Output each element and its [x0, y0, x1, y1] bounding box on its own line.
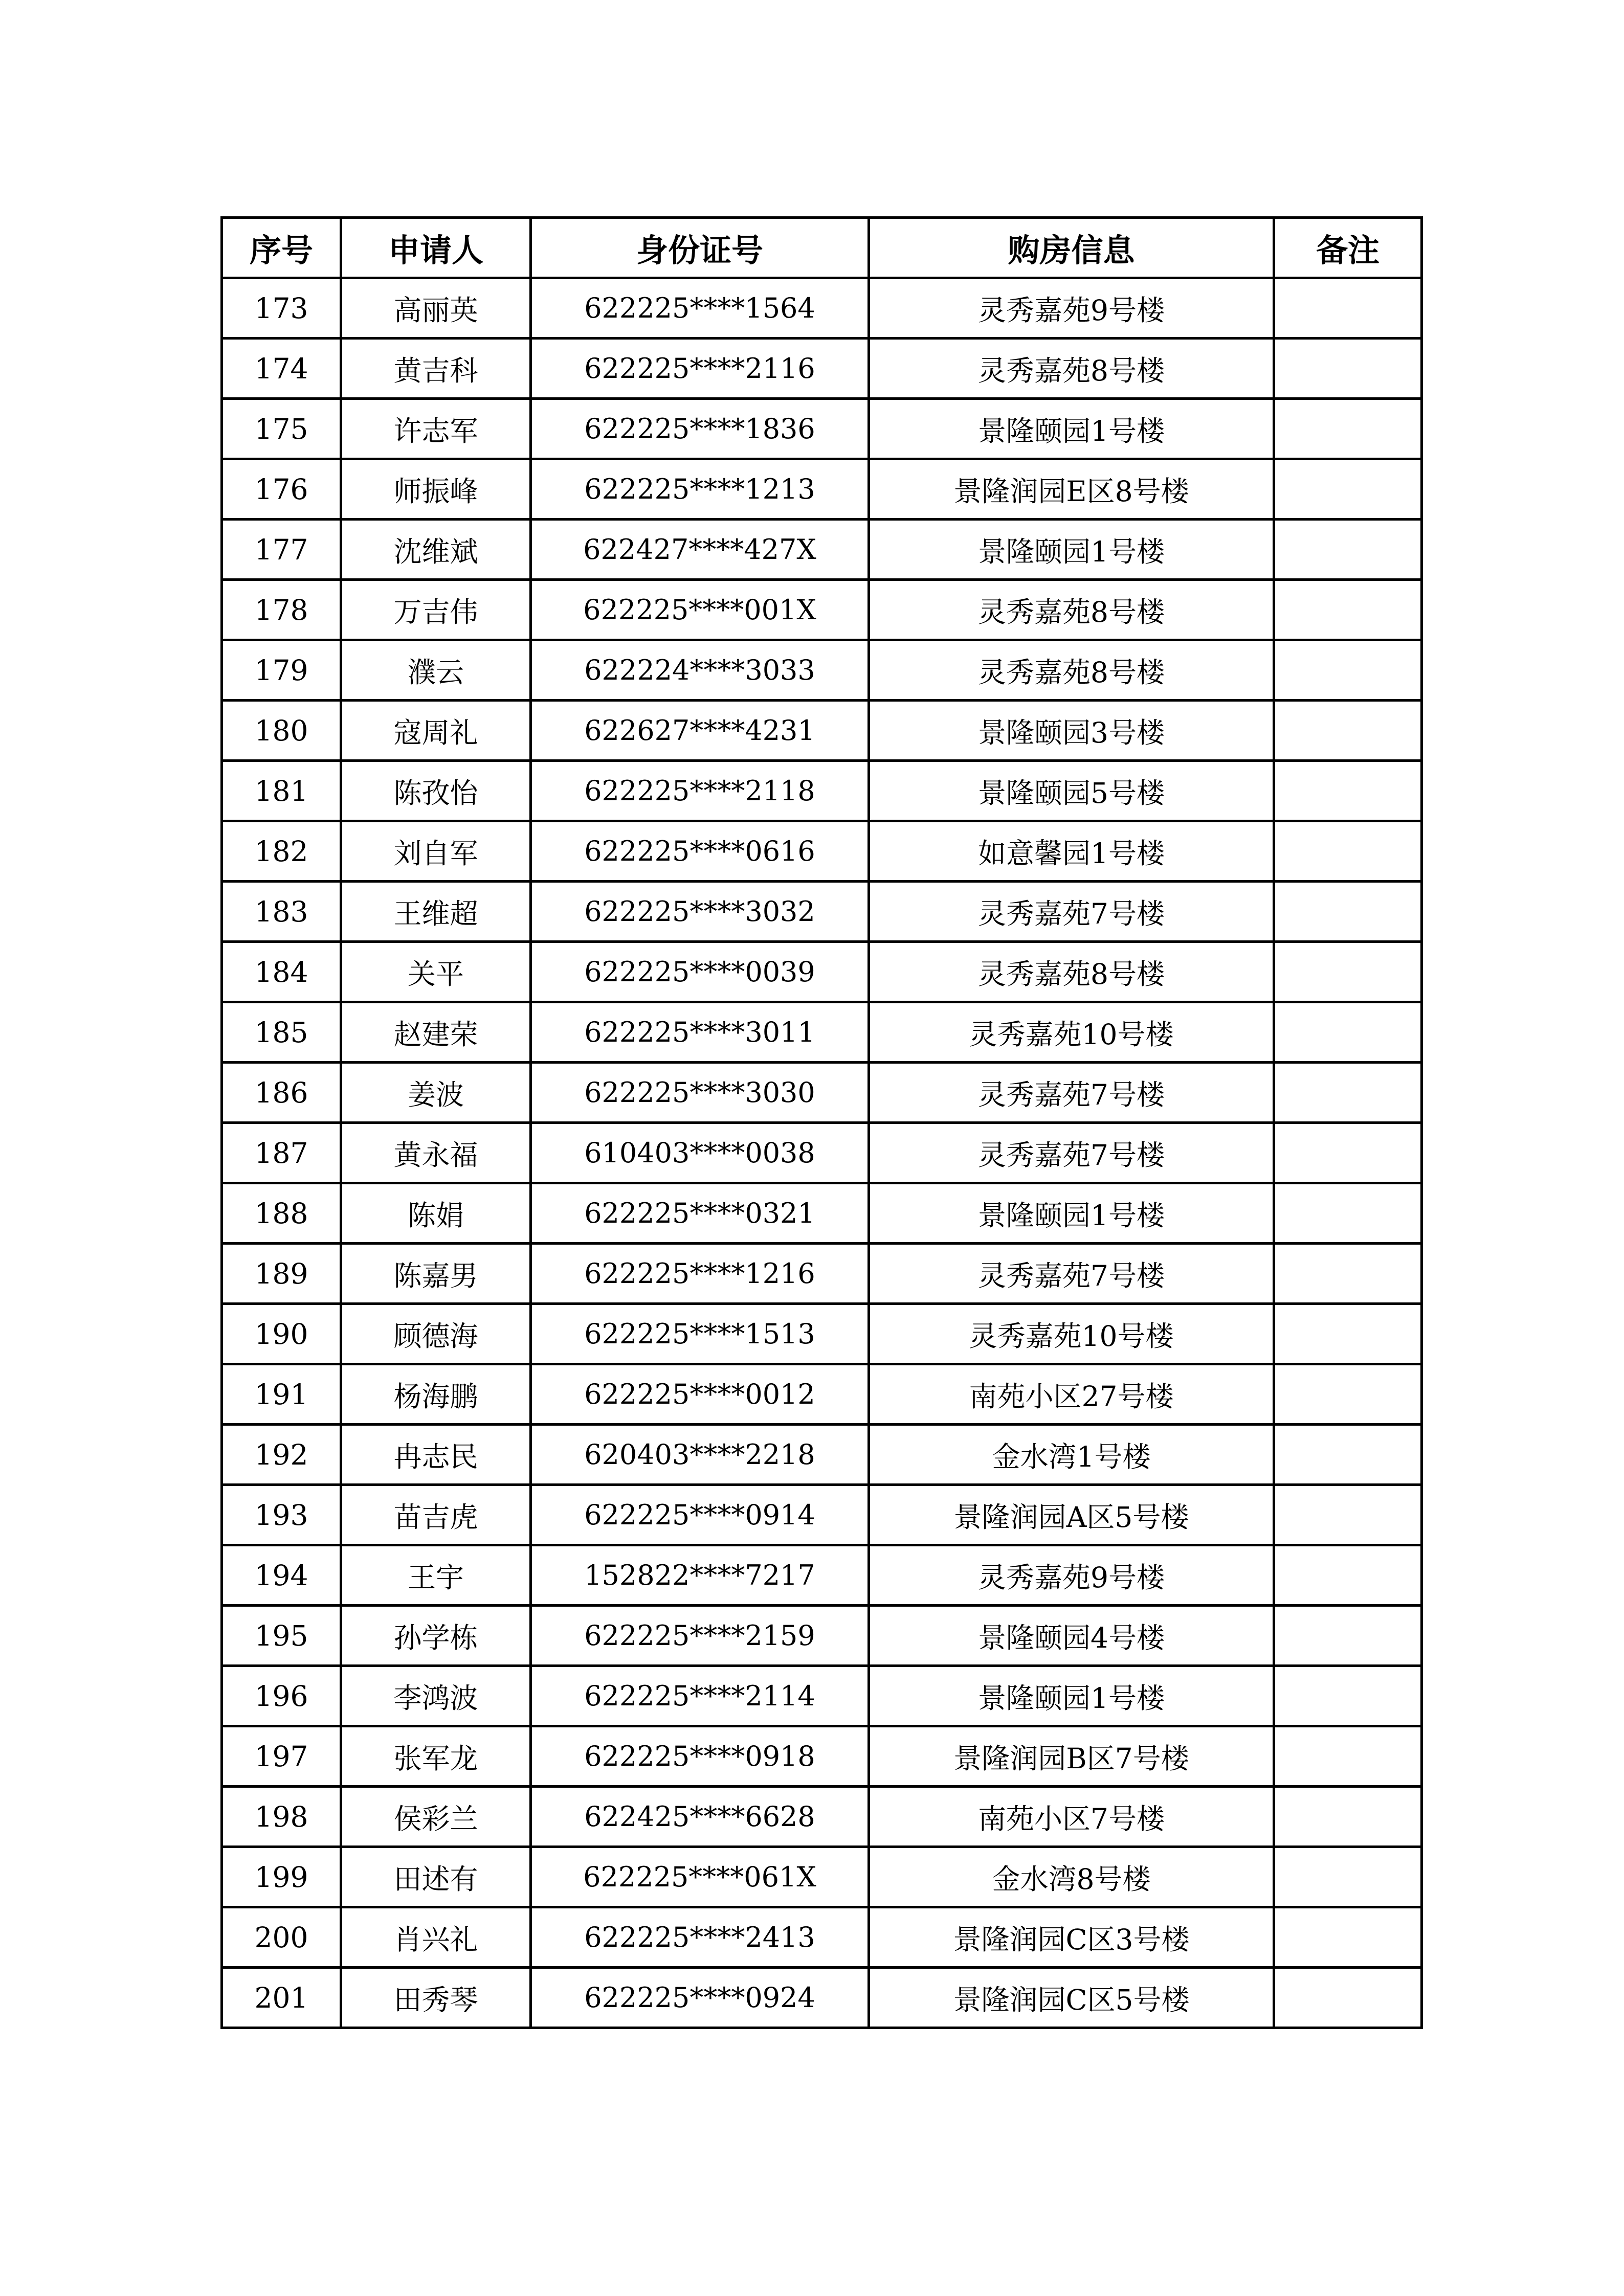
cell-remarks [1274, 1606, 1422, 1666]
table-row [222, 520, 1422, 580]
applicant-table [220, 216, 1423, 2029]
cell-serial-number: 182 [222, 821, 341, 882]
cell-applicant: 陈嘉男 [341, 1244, 531, 1304]
cell-serial-number: 175 [222, 399, 341, 459]
cell-applicant: 田秀琴 [341, 1968, 531, 2028]
cell-id-number: 622225****0012 [531, 1364, 869, 1425]
cell-serial-number: 201 [222, 1968, 341, 2028]
cell-serial-number: 178 [222, 580, 341, 640]
cell-serial-number: 186 [222, 1063, 341, 1123]
table-row [222, 459, 1422, 520]
table-row [222, 1968, 1422, 2028]
cell-serial-number: 190 [222, 1304, 341, 1364]
cell-applicant: 许志军 [341, 399, 531, 459]
cell-serial-number: 192 [222, 1425, 341, 1485]
table-row [222, 1364, 1422, 1425]
cell-applicant: 沈维斌 [341, 520, 531, 580]
cell-remarks [1274, 1907, 1422, 1968]
header-housing-info: 购房信息 [869, 218, 1274, 278]
cell-housing-info: 灵秀嘉苑10号楼 [869, 1002, 1274, 1063]
table-row [222, 1787, 1422, 1847]
cell-serial-number: 199 [222, 1847, 341, 1907]
cell-housing-info: 景隆颐园1号楼 [869, 1183, 1274, 1244]
cell-remarks [1274, 1304, 1422, 1364]
table-row [222, 1726, 1422, 1787]
header-id-number: 身份证号 [531, 218, 869, 278]
cell-applicant: 肖兴礼 [341, 1907, 531, 1968]
cell-remarks [1274, 1968, 1422, 2028]
cell-remarks [1274, 882, 1422, 942]
cell-id-number: 622225****2114 [531, 1666, 869, 1726]
cell-applicant: 孙学栋 [341, 1606, 531, 1666]
table-row [222, 1847, 1422, 1907]
cell-housing-info: 如意馨园1号楼 [869, 821, 1274, 882]
table-row [222, 640, 1422, 701]
cell-housing-info: 景隆润园C区5号楼 [869, 1968, 1274, 2028]
table-row [222, 1183, 1422, 1244]
table-row [222, 1666, 1422, 1726]
cell-applicant: 赵建荣 [341, 1002, 531, 1063]
cell-applicant: 寇周礼 [341, 701, 531, 761]
cell-serial-number: 180 [222, 701, 341, 761]
cell-serial-number: 194 [222, 1545, 341, 1606]
cell-housing-info: 灵秀嘉苑8号楼 [869, 580, 1274, 640]
cell-id-number: 622225****001X [531, 580, 869, 640]
table-row [222, 942, 1422, 1002]
cell-serial-number: 173 [222, 278, 341, 339]
table-header-row [222, 218, 1422, 278]
cell-id-number: 622225****1216 [531, 1244, 869, 1304]
cell-housing-info: 灵秀嘉苑7号楼 [869, 882, 1274, 942]
cell-id-number: 622627****4231 [531, 701, 869, 761]
table-row [222, 1063, 1422, 1123]
cell-serial-number: 181 [222, 761, 341, 821]
cell-applicant: 杨海鹏 [341, 1364, 531, 1425]
cell-applicant: 黄吉科 [341, 339, 531, 399]
cell-remarks [1274, 1183, 1422, 1244]
cell-housing-info: 景隆颐园1号楼 [869, 1666, 1274, 1726]
table-row [222, 1244, 1422, 1304]
cell-housing-info: 金水湾8号楼 [869, 1847, 1274, 1907]
cell-id-number: 622225****2118 [531, 761, 869, 821]
table-row [222, 339, 1422, 399]
cell-serial-number: 198 [222, 1787, 341, 1847]
cell-serial-number: 183 [222, 882, 341, 942]
cell-housing-info: 灵秀嘉苑8号楼 [869, 942, 1274, 1002]
cell-applicant: 张军龙 [341, 1726, 531, 1787]
cell-housing-info: 景隆颐园3号楼 [869, 701, 1274, 761]
cell-id-number: 622225****0039 [531, 942, 869, 1002]
cell-id-number: 622425****6628 [531, 1787, 869, 1847]
cell-applicant: 冉志民 [341, 1425, 531, 1485]
cell-serial-number: 187 [222, 1123, 341, 1183]
cell-id-number: 622225****0321 [531, 1183, 869, 1244]
header-remarks: 备注 [1274, 218, 1422, 278]
table-row [222, 1304, 1422, 1364]
cell-applicant: 苗吉虎 [341, 1485, 531, 1545]
table-row [222, 1545, 1422, 1606]
cell-remarks [1274, 459, 1422, 520]
cell-id-number: 622225****061X [531, 1847, 869, 1907]
cell-id-number: 622225****3011 [531, 1002, 869, 1063]
cell-applicant: 田述有 [341, 1847, 531, 1907]
cell-serial-number: 174 [222, 339, 341, 399]
cell-applicant: 濮云 [341, 640, 531, 701]
cell-housing-info: 景隆润园E区8号楼 [869, 459, 1274, 520]
cell-housing-info: 灵秀嘉苑7号楼 [869, 1244, 1274, 1304]
header-serial-number: 序号 [222, 218, 341, 278]
cell-id-number: 622225****2413 [531, 1907, 869, 1968]
table-row [222, 1907, 1422, 1968]
table-body [222, 278, 1422, 2028]
cell-applicant: 黄永福 [341, 1123, 531, 1183]
cell-id-number: 622224****3033 [531, 640, 869, 701]
cell-remarks [1274, 580, 1422, 640]
cell-applicant: 高丽英 [341, 278, 531, 339]
cell-serial-number: 185 [222, 1002, 341, 1063]
cell-remarks [1274, 640, 1422, 701]
cell-applicant: 李鸿波 [341, 1666, 531, 1726]
cell-serial-number: 189 [222, 1244, 341, 1304]
cell-id-number: 622225****2159 [531, 1606, 869, 1666]
cell-remarks [1274, 399, 1422, 459]
cell-serial-number: 191 [222, 1364, 341, 1425]
cell-id-number: 622225****1564 [531, 278, 869, 339]
cell-id-number: 622225****1836 [531, 399, 869, 459]
cell-serial-number: 179 [222, 640, 341, 701]
table-row [222, 1425, 1422, 1485]
cell-applicant: 顾德海 [341, 1304, 531, 1364]
cell-applicant: 侯彩兰 [341, 1787, 531, 1847]
cell-housing-info: 景隆颐园1号楼 [869, 520, 1274, 580]
cell-housing-info: 灵秀嘉苑9号楼 [869, 1545, 1274, 1606]
cell-id-number: 622427****427X [531, 520, 869, 580]
cell-housing-info: 景隆颐园1号楼 [869, 399, 1274, 459]
cell-housing-info: 灵秀嘉苑9号楼 [869, 278, 1274, 339]
cell-id-number: 152822****7217 [531, 1545, 869, 1606]
table-row [222, 821, 1422, 882]
table-row [222, 580, 1422, 640]
cell-id-number: 622225****3032 [531, 882, 869, 942]
cell-housing-info: 灵秀嘉苑8号楼 [869, 640, 1274, 701]
cell-applicant: 万吉伟 [341, 580, 531, 640]
cell-applicant: 陈孜怡 [341, 761, 531, 821]
cell-housing-info: 景隆颐园4号楼 [869, 1606, 1274, 1666]
cell-id-number: 622225****0616 [531, 821, 869, 882]
cell-housing-info: 景隆润园A区5号楼 [869, 1485, 1274, 1545]
cell-id-number: 622225****2116 [531, 339, 869, 399]
cell-remarks [1274, 942, 1422, 1002]
cell-serial-number: 195 [222, 1606, 341, 1666]
cell-id-number: 620403****2218 [531, 1425, 869, 1485]
cell-housing-info: 景隆润园C区3号楼 [869, 1907, 1274, 1968]
cell-applicant: 关平 [341, 942, 531, 1002]
table-row [222, 1123, 1422, 1183]
cell-serial-number: 177 [222, 520, 341, 580]
cell-housing-info: 南苑小区7号楼 [869, 1787, 1274, 1847]
cell-id-number: 622225****0918 [531, 1726, 869, 1787]
header-applicant: 申请人 [341, 218, 531, 278]
cell-id-number: 622225****1513 [531, 1304, 869, 1364]
cell-serial-number: 196 [222, 1666, 341, 1726]
table-row [222, 761, 1422, 821]
cell-housing-info: 南苑小区27号楼 [869, 1364, 1274, 1425]
cell-serial-number: 176 [222, 459, 341, 520]
cell-remarks [1274, 278, 1422, 339]
cell-applicant: 王宇 [341, 1545, 531, 1606]
cell-remarks [1274, 520, 1422, 580]
cell-applicant: 师振峰 [341, 459, 531, 520]
cell-remarks [1274, 1002, 1422, 1063]
cell-housing-info: 灵秀嘉苑8号楼 [869, 339, 1274, 399]
cell-housing-info: 灵秀嘉苑10号楼 [869, 1304, 1274, 1364]
cell-remarks [1274, 821, 1422, 882]
table-row [222, 701, 1422, 761]
cell-serial-number: 193 [222, 1485, 341, 1545]
cell-remarks [1274, 1847, 1422, 1907]
cell-id-number: 622225****0914 [531, 1485, 869, 1545]
cell-housing-info: 金水湾1号楼 [869, 1425, 1274, 1485]
table-row [222, 1606, 1422, 1666]
cell-remarks [1274, 761, 1422, 821]
cell-applicant: 姜波 [341, 1063, 531, 1123]
cell-remarks [1274, 339, 1422, 399]
cell-id-number: 622225****0924 [531, 1968, 869, 2028]
cell-remarks [1274, 1787, 1422, 1847]
cell-remarks [1274, 1425, 1422, 1485]
table-row [222, 278, 1422, 339]
cell-remarks [1274, 1726, 1422, 1787]
cell-housing-info: 灵秀嘉苑7号楼 [869, 1063, 1274, 1123]
cell-remarks [1274, 1485, 1422, 1545]
table-row [222, 882, 1422, 942]
cell-remarks [1274, 1364, 1422, 1425]
cell-id-number: 622225****1213 [531, 459, 869, 520]
cell-housing-info: 景隆颐园5号楼 [869, 761, 1274, 821]
cell-serial-number: 184 [222, 942, 341, 1002]
cell-remarks [1274, 1244, 1422, 1304]
table-row [222, 1485, 1422, 1545]
cell-remarks [1274, 1063, 1422, 1123]
cell-remarks [1274, 701, 1422, 761]
cell-applicant: 刘自军 [341, 821, 531, 882]
cell-id-number: 610403****0038 [531, 1123, 869, 1183]
cell-id-number: 622225****3030 [531, 1063, 869, 1123]
table-row [222, 399, 1422, 459]
cell-applicant: 陈娟 [341, 1183, 531, 1244]
cell-serial-number: 197 [222, 1726, 341, 1787]
cell-housing-info: 灵秀嘉苑7号楼 [869, 1123, 1274, 1183]
cell-serial-number: 200 [222, 1907, 341, 1968]
cell-remarks [1274, 1666, 1422, 1726]
table-row [222, 1002, 1422, 1063]
cell-remarks [1274, 1123, 1422, 1183]
cell-serial-number: 188 [222, 1183, 341, 1244]
cell-applicant: 王维超 [341, 882, 531, 942]
cell-remarks [1274, 1545, 1422, 1606]
cell-housing-info: 景隆润园B区7号楼 [869, 1726, 1274, 1787]
